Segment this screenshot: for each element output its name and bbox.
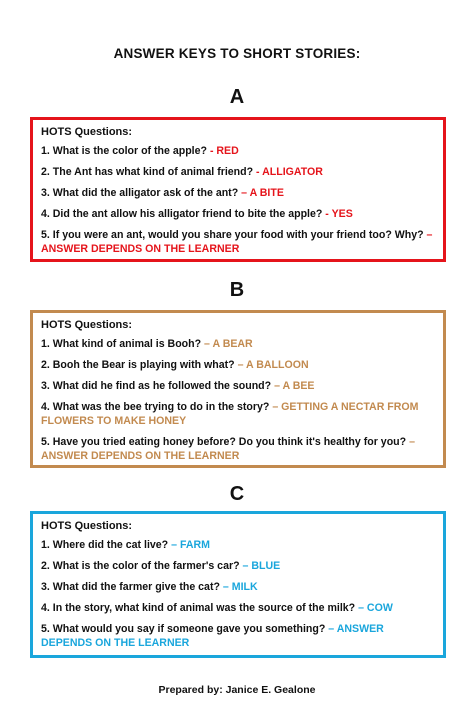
question-item: 4. What was the bee trying to do in the story? – GETTING A NECTAR FROM FLOWERS TO MAKE HONEY: [41, 401, 419, 427]
answer-text: – COW: [358, 602, 393, 614]
page-title: ANSWER KEYS TO SHORT STORIES:: [113, 46, 361, 61]
answer-text: – ANSWER DEPENDS ON THE LEARNER: [41, 623, 384, 649]
section-a-box: [30, 117, 446, 262]
answer-text: – BLUE: [242, 560, 281, 572]
question-item: 3. What did the farmer give the cat? – MILK: [41, 581, 258, 593]
answer-text: – FARM: [171, 539, 210, 551]
question-item: 5. What would you say if someone gave you something? – ANSWER DEPENDS ON THE LEARNER: [41, 623, 384, 649]
question-item: 5. Have you tried eating honey before? Do you think it's healthy for you? – ANSWER DEPENDS ON THE LEARNER: [41, 436, 415, 462]
prepared-by-footer: Prepared by: Janice E. Gealone: [158, 684, 316, 696]
section-c-letter: C: [229, 483, 245, 505]
answer-text: – ANSWER DEPENDS ON THE LEARNER: [41, 436, 415, 462]
section-a-header: HOTS Questions:: [41, 126, 133, 138]
answer-text: – A BALLOON: [237, 359, 309, 371]
answer-text: – GETTING A NECTAR FROM FLOWERS TO MAKE HONEY: [41, 401, 419, 427]
answer-text: – A BEAR: [204, 338, 253, 350]
question-item: 4. Did the ant allow his alligator friend to bite the apple? - YES: [41, 208, 353, 220]
question-item: 1. What kind of animal is Booh? – A BEAR: [41, 338, 253, 350]
question-item: 5. If you were an ant, would you share your food with your friend too? Why? – ANSWER DEPENDS ON THE LEARNER: [41, 229, 433, 255]
question-item: 2. What is the color of the farmer's car? – BLUE: [41, 560, 281, 572]
section-b-header: HOTS Questions:: [41, 319, 133, 331]
answer-text: – A BITE: [241, 187, 284, 199]
question-item: 4. In the story, what kind of animal was the source of the milk? – COW: [41, 602, 393, 614]
question-item: 3. What did he find as he followed the sound? – A BEE: [41, 380, 315, 392]
section-c-header: HOTS Questions:: [41, 520, 133, 532]
answer-text: – ANSWER DEPENDS ON THE LEARNER: [41, 229, 433, 255]
answer-text: - ALLIGATOR: [256, 166, 323, 178]
section-b-box: [30, 310, 446, 468]
answer-text: – A BEE: [274, 380, 315, 392]
answer-text: – MILK: [222, 581, 258, 593]
question-item: 1. What is the color of the apple? - RED: [41, 145, 239, 157]
question-item: 2. The Ant has what kind of animal friend? - ALLIGATOR: [41, 166, 323, 178]
question-item: 2. Booh the Bear is playing with what? – A BALLOON: [41, 359, 309, 371]
section-a-letter: A: [229, 86, 245, 108]
section-b-letter: B: [229, 279, 245, 301]
question-item: 3. What did the alligator ask of the ant? – A BITE: [41, 187, 284, 199]
answer-text: - RED: [209, 145, 239, 157]
question-item: 1. Where did the cat live? – FARM: [41, 539, 210, 551]
answer-text: - YES: [325, 208, 353, 220]
section-c-box: [30, 511, 446, 658]
